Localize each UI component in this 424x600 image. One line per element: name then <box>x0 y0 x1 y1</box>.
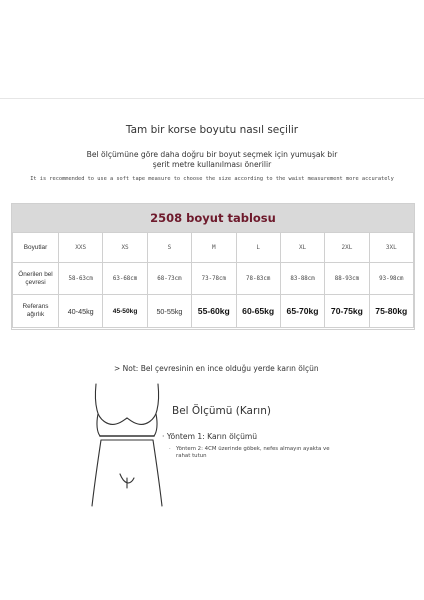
waist-cell: 73-78cm <box>192 263 236 295</box>
size-cell: 2XL <box>325 233 369 263</box>
size-table <box>11 203 415 330</box>
waist-cell: 63-68cm <box>103 263 147 295</box>
weight-row-label: Referans ağırlık <box>13 295 59 328</box>
weight-cell: 65-70kg <box>280 295 324 328</box>
method-one: · Yöntem 1: Karın ölçümü <box>162 432 258 441</box>
method-two-text: Yöntem 2: 4CM üzerinde göbek, nefes almayın ayakta ve rahat tutun <box>176 446 330 459</box>
measurement-note: > Not: Bel çevresinin en ince olduğu yerde karın ölçün <box>114 364 319 373</box>
weight-row <box>13 295 414 328</box>
size-cell: S <box>147 233 191 263</box>
torso-outline-icon <box>82 380 172 510</box>
size-cell: XXS <box>59 233 103 263</box>
size-grid <box>12 232 414 328</box>
page-title: Tam bir korse boyutu nasıl seçilir <box>125 124 299 136</box>
waist-cell: 68-73cm <box>147 263 191 295</box>
size-cell: M <box>192 233 236 263</box>
divider <box>0 98 424 99</box>
size-cell: XL <box>280 233 324 263</box>
waist-cell: 58-63cm <box>59 263 103 295</box>
weight-cell: 45-50kg <box>103 295 147 328</box>
waist-cell: 78-83cm <box>236 263 280 295</box>
weight-cell: 50-55kg <box>147 295 191 328</box>
waist-cell: 93-98cm <box>369 263 413 295</box>
waist-cell: 83-88cm <box>280 263 324 295</box>
size-cell: XS <box>103 233 147 263</box>
weight-cell: 40-45kg <box>59 295 103 328</box>
page-subtitle: Bel ölçümüne göre daha doğru bir boyut seçmek için yumuşak bir şerit metre kullanılması önerilir <box>86 150 338 169</box>
weight-cell: 60-65kg <box>236 295 280 328</box>
size-row-label: Boyutlar <box>13 233 59 263</box>
weight-cell: 55-60kg <box>192 295 236 328</box>
size-cell: L <box>236 233 280 263</box>
waist-row <box>13 263 414 295</box>
waist-cell: 88-93cm <box>325 263 369 295</box>
bullet: · <box>169 446 171 452</box>
size-table-title: 2508 boyut tablosu <box>12 204 414 232</box>
waist-row-label: Önerilen bel çevresi <box>13 263 59 295</box>
waist-measurement-heading: Bel Ölçümü (Karın) <box>172 405 271 417</box>
weight-cell: 75-80kg <box>369 295 413 328</box>
size-row <box>13 233 414 263</box>
method-two <box>169 446 336 460</box>
english-note: It is recommended to use a soft tape measure to choose the size according to the waist measurement more accurately <box>30 176 394 182</box>
weight-cell: 70-75kg <box>325 295 369 328</box>
size-cell: 3XL <box>369 233 413 263</box>
